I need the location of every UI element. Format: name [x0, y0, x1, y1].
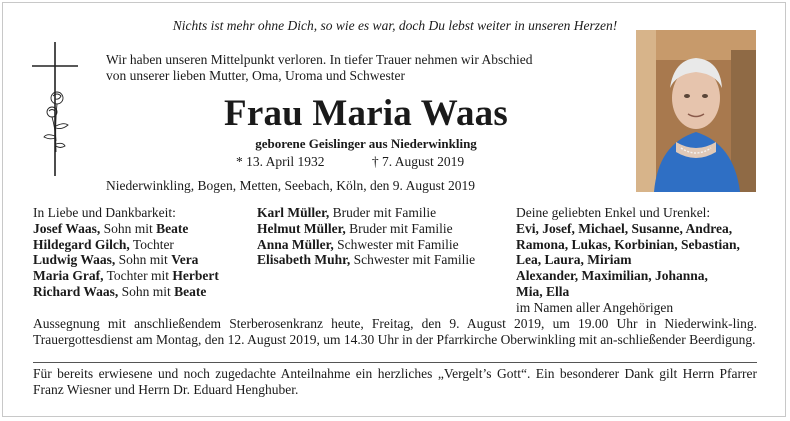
list-item: Mia, Ella	[516, 283, 570, 299]
col3-footer: im Namen aller Angehörigen	[516, 299, 674, 315]
list-item: Richard Waas, Sohn mit Beate	[33, 283, 207, 299]
service-announcement: Aussegnung mit anschließendem Sterberosenkranz heute, Freitag, den 9. August 2019, um 19.00 Uhr in Niederwink-ling. Trauergottesdienst am Montag, den 12. August 2019, um 14.30 Uhr in der Pfarrkirche Oberwinkling mit an-schließender Beerdigung.	[33, 316, 757, 347]
col1-header: In Liebe und Dankbarkeit:	[33, 205, 176, 220]
maiden-name: geborene Geislinger aus Niederwinkling	[255, 136, 477, 151]
col3-header: Deine geliebten Enkel und Urenkel:	[516, 205, 711, 220]
list-item: Evi, Josef, Michael, Susanne, Andrea,	[516, 220, 733, 236]
motto: Nichts ist mehr ohne Dich, so wie es war, doch Du lebst weiter in unseren Herzen!	[172, 18, 618, 33]
birth-date: * 13. April 1932	[236, 154, 325, 169]
intro-line-2: von unserer lieben Mutter, Oma, Uroma und Schwester	[106, 68, 406, 83]
list-item: Karl Müller, Bruder mit Familie	[257, 205, 437, 220]
list-item: Ramona, Lukas, Korbinian, Sebastian,	[516, 236, 740, 252]
life-dates	[236, 154, 464, 170]
mourners-column-children	[33, 205, 219, 300]
intro-text	[106, 52, 626, 84]
mourners-column-siblings	[257, 205, 475, 268]
list-item: Hildegard Gilch, Tochter	[33, 236, 174, 252]
cross-with-rose-icon	[30, 40, 80, 180]
deceased-name: Frau Maria Waas	[224, 93, 508, 134]
mourners-column-grandchildren	[516, 205, 740, 316]
list-item: Maria Graf, Tochter mit Herbert	[33, 268, 219, 284]
list-item: Alexander, Maximilian, Johanna,	[516, 268, 708, 284]
list-item: Lea, Laura, Miriam	[516, 252, 632, 268]
list-item: Anna Müller, Schwester mit Familie	[257, 236, 459, 252]
death-date: † 7. August 2019	[371, 154, 465, 169]
thanks-text: Für bereits erwiesene und noch zugedachte Anteilnahme ein herzliches „Vergelt’s Gott“. Ein besonderer Dank gilt Herrn Pfarrer Franz Wiesner und Herrn Dr. Eduard Henghuber.	[33, 366, 757, 397]
divider	[33, 362, 757, 363]
list-item: Josef Waas, Sohn mit Beate	[33, 220, 189, 236]
list-item: Ludwig Waas, Sohn mit Vera	[33, 252, 199, 268]
intro-line-1: Wir haben unseren Mittelpunkt verloren. In tiefer Trauer nehmen wir Abschied	[106, 52, 533, 67]
portrait-photo	[636, 30, 756, 192]
list-item: Helmut Müller, Bruder mit Familie	[257, 220, 453, 236]
places-and-date: Niederwinkling, Bogen, Metten, Seebach, Köln, den 9. August 2019	[106, 178, 475, 193]
list-item: Elisabeth Muhr, Schwester mit Familie	[257, 252, 476, 268]
